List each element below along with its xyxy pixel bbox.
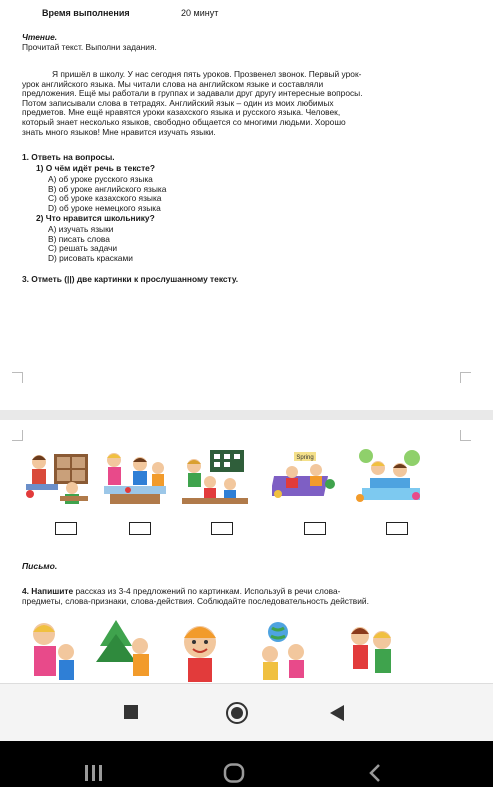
picture-checkbox[interactable]: [304, 522, 326, 535]
classroom-teacher-illustration: [100, 448, 170, 506]
option: В) об уроке английского языка: [48, 183, 167, 194]
option: С) об уроке казахского языка: [48, 193, 162, 204]
reading-instruction: Прочитай текст. Выполни задания.: [22, 42, 157, 52]
paragraph-line: Потом записывали слова в тетрадях. Английский язык – один из моих любимых: [22, 97, 334, 108]
task4-line2: предметы, слова-признаки, слова-действия. Соблюдайте последовательность действий.: [22, 595, 369, 606]
kids-with-backpack-illustration: [338, 616, 398, 683]
paragraph-line: предложения. Ещё мы работали в группах и задавали друг другу интересные вопросы.: [22, 88, 363, 99]
writing-title: Письмо.: [22, 561, 58, 571]
kids-with-globe-illustration: [256, 616, 316, 683]
page-gap: [0, 410, 493, 420]
paragraph-line: предметов. Мне ещё нравятся уроки казахского языка и русского языка. Человек,: [22, 107, 341, 118]
document-page-2: [0, 420, 493, 683]
option: С) решать задачи: [48, 243, 118, 254]
paragraph-line: знать много языков! Мне нравится изучать языки.: [22, 126, 216, 137]
time-value: 20 минут: [181, 8, 219, 18]
boy-with-tree-illustration: [96, 616, 156, 683]
record-icon[interactable]: [226, 702, 248, 724]
mother-child-illustration: [22, 616, 82, 683]
picture-checkbox[interactable]: [386, 522, 408, 535]
option: А) изучать языки: [48, 224, 114, 234]
task4-text: [22, 587, 472, 606]
picture-checkbox[interactable]: [129, 522, 151, 535]
blackboard-lesson-illustration: [180, 448, 250, 506]
crop-mark: [12, 372, 23, 383]
recents-icon[interactable]: [84, 764, 104, 782]
task4-bold: 4. Напишите: [22, 586, 74, 596]
paragraph-line: который знает несколько языков, свободно общается со многими людьми. Хорошо: [22, 116, 346, 127]
option: В) писать слова: [48, 233, 110, 244]
option: D) рисовать красками: [48, 252, 133, 263]
reading-title: Чтение.: [22, 32, 58, 42]
kids-on-book-illustration: [272, 448, 342, 506]
viewer-navigation-bar: [0, 683, 493, 742]
time-label: Время выполнения: [42, 8, 130, 18]
reading-paragraph: [22, 70, 458, 137]
question1: 1) О чём идёт речь в тексте?: [36, 163, 155, 173]
crop-mark: [12, 430, 23, 441]
picture-checkbox[interactable]: [55, 522, 77, 535]
smiling-girl-illustration: [170, 616, 230, 683]
back-chevron-icon[interactable]: [368, 763, 382, 783]
kids-reading-illustration: [354, 448, 424, 506]
crop-mark: [460, 430, 471, 441]
option: А) об уроке русского языка: [48, 174, 153, 184]
question2: 2) Что нравится школьнику?: [36, 213, 155, 223]
paragraph-line: урок английского языка. Мы читали слова на английском языке и составляли: [22, 78, 324, 89]
paragraph-line: Я пришёл в школу. У нас сегодня пять уроков. Прозвенел звонок. Первый урок-: [52, 69, 362, 79]
option: D) об уроке немецкого языка: [48, 202, 161, 213]
question1-options: [22, 175, 488, 213]
crop-mark: [460, 372, 471, 383]
stop-icon[interactable]: [124, 705, 138, 719]
system-navigation-bar: [0, 741, 493, 787]
task3-heading: 3. Отметь (||) две картинки к прослушанному тексту.: [22, 274, 239, 284]
question2-options: [22, 225, 488, 263]
back-triangle-icon[interactable]: [330, 705, 344, 721]
book-label: Spring: [296, 455, 314, 461]
task4-line1: рассказ из 3-4 предложений по картинкам. Используй в речи слова-: [73, 586, 341, 596]
classroom-desks-illustration: [24, 448, 94, 506]
task1-heading: 1. Ответь на вопросы.: [22, 152, 115, 162]
home-icon[interactable]: [223, 763, 245, 783]
picture-checkbox[interactable]: [211, 522, 233, 535]
